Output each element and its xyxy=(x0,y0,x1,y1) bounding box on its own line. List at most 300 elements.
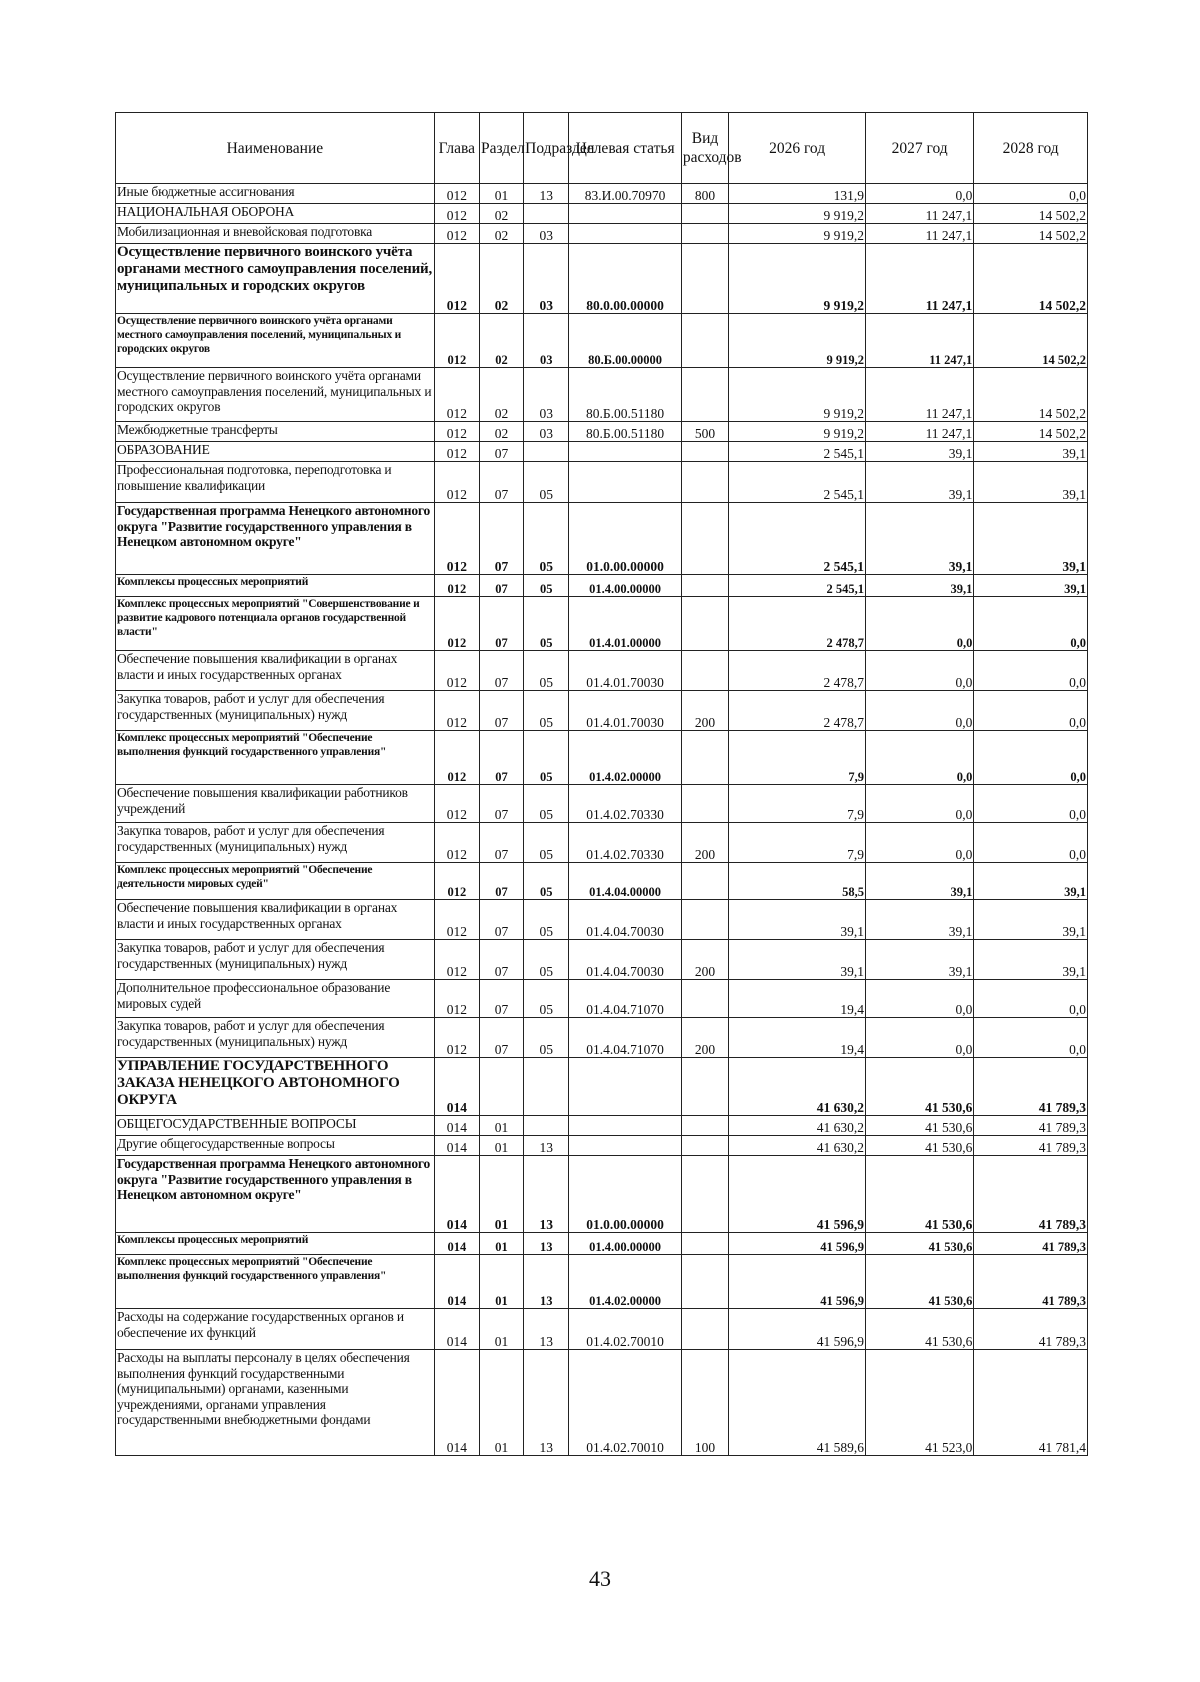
cell-2028: 14 502,2 xyxy=(974,224,1088,244)
cell-razdel: 07 xyxy=(479,940,523,980)
cell-vid xyxy=(681,785,728,823)
table-row xyxy=(116,244,1088,314)
cell-podrazdel: 05 xyxy=(524,940,569,980)
cell-2026: 7,9 xyxy=(729,785,866,823)
cell-2026: 2 478,7 xyxy=(729,597,866,651)
cell-glava: 012 xyxy=(434,691,479,731)
cell-name: Расходы на содержание государственных органов и обеспечение их функций xyxy=(116,1309,435,1350)
cell-vid: 800 xyxy=(681,184,728,204)
cell-tselevaya: 80.Б.00.00000 xyxy=(569,314,682,368)
cell-razdel: 01 xyxy=(479,1233,523,1255)
cell-tselevaya: 01.4.01.70030 xyxy=(569,651,682,691)
header-glava: Глава xyxy=(434,113,479,184)
budget-table xyxy=(115,112,1088,1456)
cell-podrazdel: 05 xyxy=(524,575,569,597)
cell-razdel: 07 xyxy=(479,503,523,575)
cell-2028: 0,0 xyxy=(974,184,1088,204)
cell-2026: 58,5 xyxy=(729,863,866,900)
cell-razdel: 07 xyxy=(479,823,523,863)
cell-glava: 014 xyxy=(434,1255,479,1309)
cell-glava: 012 xyxy=(434,503,479,575)
cell-vid xyxy=(681,442,728,462)
cell-glava: 012 xyxy=(434,940,479,980)
cell-2027: 41 530,6 xyxy=(865,1116,973,1136)
cell-name: УПРАВЛЕНИЕ ГОСУДАРСТВЕННОГО ЗАКАЗА НЕНЕЦКОГО АВТОНОМНОГО ОКРУГА xyxy=(116,1058,435,1116)
cell-2028: 41 789,3 xyxy=(974,1156,1088,1233)
table-row xyxy=(116,980,1088,1018)
cell-name: Закупка товаров, работ и услуг для обеспечения государственных (муниципальных) нужд xyxy=(116,823,435,863)
cell-razdel: 01 xyxy=(479,1156,523,1233)
cell-tselevaya xyxy=(569,1058,682,1116)
cell-tselevaya xyxy=(569,224,682,244)
cell-glava: 012 xyxy=(434,224,479,244)
header-tselevaya: Целевая статья xyxy=(569,113,682,184)
cell-vid xyxy=(681,651,728,691)
cell-2026: 2 545,1 xyxy=(729,442,866,462)
cell-2027: 11 247,1 xyxy=(865,422,973,442)
cell-name: Межбюджетные трансферты xyxy=(116,422,435,442)
table-row xyxy=(116,224,1088,244)
cell-2027: 0,0 xyxy=(865,597,973,651)
table-row xyxy=(116,940,1088,980)
cell-razdel: 02 xyxy=(479,368,523,422)
cell-glava: 012 xyxy=(434,900,479,940)
cell-2027: 41 530,6 xyxy=(865,1309,973,1350)
header-razdel: Раздел xyxy=(479,113,523,184)
cell-razdel: 07 xyxy=(479,691,523,731)
cell-podrazdel: 13 xyxy=(524,1350,569,1456)
cell-2028: 41 781,4 xyxy=(974,1350,1088,1456)
header-2028: 2028 год xyxy=(974,113,1088,184)
cell-name: Расходы на выплаты персоналу в целях обеспечения выполнения функций государственными (муниципальными) органами, казенными учреждениями, органами управления государственными внебюджетными фондами xyxy=(116,1350,435,1456)
table-row xyxy=(116,1309,1088,1350)
cell-2028: 0,0 xyxy=(974,823,1088,863)
cell-podrazdel: 13 xyxy=(524,1309,569,1350)
cell-podrazdel: 05 xyxy=(524,1018,569,1058)
cell-2026: 2 478,7 xyxy=(729,651,866,691)
cell-podrazdel xyxy=(524,204,569,224)
cell-2027: 41 530,6 xyxy=(865,1233,973,1255)
cell-razdel: 01 xyxy=(479,1309,523,1350)
cell-podrazdel: 05 xyxy=(524,980,569,1018)
cell-podrazdel xyxy=(524,442,569,462)
cell-2026: 39,1 xyxy=(729,940,866,980)
cell-podrazdel xyxy=(524,1116,569,1136)
cell-2026: 9 919,2 xyxy=(729,368,866,422)
cell-2026: 2 478,7 xyxy=(729,691,866,731)
cell-tselevaya: 01.4.04.00000 xyxy=(569,863,682,900)
cell-razdel: 01 xyxy=(479,1255,523,1309)
cell-2027: 39,1 xyxy=(865,900,973,940)
cell-vid xyxy=(681,575,728,597)
cell-name: Иные бюджетные ассигнования xyxy=(116,184,435,204)
cell-podrazdel: 13 xyxy=(524,1233,569,1255)
cell-razdel xyxy=(479,1058,523,1116)
cell-2026: 41 630,2 xyxy=(729,1058,866,1116)
cell-vid: 100 xyxy=(681,1350,728,1456)
cell-razdel: 01 xyxy=(479,1350,523,1456)
cell-tselevaya xyxy=(569,1116,682,1136)
cell-vid xyxy=(681,244,728,314)
cell-razdel: 01 xyxy=(479,184,523,204)
cell-glava: 012 xyxy=(434,442,479,462)
cell-2028: 39,1 xyxy=(974,940,1088,980)
cell-podrazdel: 05 xyxy=(524,691,569,731)
cell-podrazdel: 05 xyxy=(524,863,569,900)
cell-name: Комплекс процессных мероприятий "Обеспечение выполнения функций государственного управления" xyxy=(116,731,435,785)
table-body xyxy=(116,184,1088,1456)
header-vid: Вид расходов xyxy=(681,113,728,184)
cell-razdel: 07 xyxy=(479,900,523,940)
cell-podrazdel: 03 xyxy=(524,368,569,422)
cell-razdel: 02 xyxy=(479,224,523,244)
cell-2028: 41 789,3 xyxy=(974,1116,1088,1136)
cell-razdel: 02 xyxy=(479,422,523,442)
cell-vid: 200 xyxy=(681,940,728,980)
cell-vid xyxy=(681,597,728,651)
cell-2027: 11 247,1 xyxy=(865,368,973,422)
cell-2026: 9 919,2 xyxy=(729,244,866,314)
cell-2026: 41 630,2 xyxy=(729,1116,866,1136)
cell-2027: 41 523,0 xyxy=(865,1350,973,1456)
cell-glava: 014 xyxy=(434,1156,479,1233)
cell-vid xyxy=(681,1233,728,1255)
cell-2027: 41 530,6 xyxy=(865,1255,973,1309)
cell-name: Осуществление первичного воинского учёта органами местного самоуправления поселений, муниципальных и городских округов xyxy=(116,244,435,314)
cell-name: ОБРАЗОВАНИЕ xyxy=(116,442,435,462)
table-row xyxy=(116,1255,1088,1309)
cell-glava: 014 xyxy=(434,1116,479,1136)
table-row xyxy=(116,863,1088,900)
cell-glava: 012 xyxy=(434,462,479,503)
cell-podrazdel: 05 xyxy=(524,823,569,863)
cell-2027: 39,1 xyxy=(865,575,973,597)
table-row xyxy=(116,1018,1088,1058)
cell-vid xyxy=(681,204,728,224)
cell-tselevaya: 01.4.01.00000 xyxy=(569,597,682,651)
cell-vid xyxy=(681,1136,728,1156)
cell-podrazdel: 03 xyxy=(524,422,569,442)
cell-name: Обеспечение повышения квалификации в органах власти и иных государственных органах xyxy=(116,651,435,691)
cell-2028: 0,0 xyxy=(974,785,1088,823)
cell-glava: 012 xyxy=(434,980,479,1018)
cell-glava: 012 xyxy=(434,731,479,785)
cell-tselevaya: 01.4.02.70330 xyxy=(569,785,682,823)
cell-2026: 41 596,9 xyxy=(729,1255,866,1309)
cell-2026: 7,9 xyxy=(729,823,866,863)
cell-2027: 39,1 xyxy=(865,503,973,575)
cell-vid xyxy=(681,980,728,1018)
cell-glava: 012 xyxy=(434,597,479,651)
table-row xyxy=(116,204,1088,224)
header-2026: 2026 год xyxy=(729,113,866,184)
cell-name: Осуществление первичного воинского учёта органами местного самоуправления поселений, муниципальных и городских округов xyxy=(116,314,435,368)
cell-tselevaya: 01.4.02.70330 xyxy=(569,823,682,863)
cell-name: Комплекс процессных мероприятий "Обеспечение выполнения функций государственного управления" xyxy=(116,1255,435,1309)
cell-tselevaya xyxy=(569,204,682,224)
cell-name: Комплекс процессных мероприятий "Обеспечение деятельности мировых судей" xyxy=(116,863,435,900)
cell-razdel: 07 xyxy=(479,575,523,597)
cell-name: Дополнительное профессиональное образование мировых судей xyxy=(116,980,435,1018)
cell-glava: 014 xyxy=(434,1233,479,1255)
cell-razdel: 07 xyxy=(479,651,523,691)
cell-2028: 14 502,2 xyxy=(974,368,1088,422)
cell-2028: 39,1 xyxy=(974,575,1088,597)
cell-glava: 012 xyxy=(434,184,479,204)
cell-tselevaya: 01.4.02.00000 xyxy=(569,731,682,785)
table-row xyxy=(116,1233,1088,1255)
cell-name: Обеспечение повышения квалификации в органах власти и иных государственных органах xyxy=(116,900,435,940)
table-row xyxy=(116,785,1088,823)
table-row xyxy=(116,651,1088,691)
cell-razdel: 07 xyxy=(479,863,523,900)
cell-podrazdel: 05 xyxy=(524,731,569,785)
header-podrazdel: Подраздел xyxy=(524,113,569,184)
cell-tselevaya: 80.Б.00.51180 xyxy=(569,368,682,422)
cell-podrazdel: 03 xyxy=(524,314,569,368)
cell-2028: 39,1 xyxy=(974,442,1088,462)
cell-2026: 9 919,2 xyxy=(729,204,866,224)
cell-glava: 014 xyxy=(434,1350,479,1456)
cell-2026: 41 630,2 xyxy=(729,1136,866,1156)
cell-tselevaya: 01.4.04.71070 xyxy=(569,980,682,1018)
cell-2028: 41 789,3 xyxy=(974,1233,1088,1255)
table-row xyxy=(116,691,1088,731)
cell-2027: 0,0 xyxy=(865,651,973,691)
cell-tselevaya: 01.4.02.70010 xyxy=(569,1350,682,1456)
cell-2026: 41 596,9 xyxy=(729,1233,866,1255)
cell-2027: 41 530,6 xyxy=(865,1156,973,1233)
cell-podrazdel: 05 xyxy=(524,462,569,503)
cell-vid: 200 xyxy=(681,691,728,731)
cell-vid xyxy=(681,462,728,503)
cell-2027: 39,1 xyxy=(865,940,973,980)
cell-2026: 41 596,9 xyxy=(729,1309,866,1350)
table-row xyxy=(116,368,1088,422)
table-row xyxy=(116,314,1088,368)
cell-name: Комплекс процессных мероприятий "Совершенствование и развитие кадрового потенциала органов государственной власти" xyxy=(116,597,435,651)
cell-name: Профессиональная подготовка, переподготовка и повышение квалификации xyxy=(116,462,435,503)
cell-tselevaya: 01.4.00.00000 xyxy=(569,1233,682,1255)
cell-2026: 2 545,1 xyxy=(729,503,866,575)
cell-tselevaya: 01.4.02.00000 xyxy=(569,1255,682,1309)
cell-name: Мобилизационная и вневойсковая подготовка xyxy=(116,224,435,244)
cell-glava: 014 xyxy=(434,1058,479,1116)
cell-2027: 0,0 xyxy=(865,785,973,823)
cell-vid xyxy=(681,1116,728,1136)
cell-name: Комплексы процессных мероприятий xyxy=(116,1233,435,1255)
cell-razdel: 07 xyxy=(479,442,523,462)
cell-vid: 200 xyxy=(681,1018,728,1058)
cell-vid xyxy=(681,1156,728,1233)
cell-tselevaya: 01.4.04.70030 xyxy=(569,900,682,940)
cell-2026: 39,1 xyxy=(729,900,866,940)
cell-glava: 012 xyxy=(434,823,479,863)
cell-name: Комплексы процессных мероприятий xyxy=(116,575,435,597)
cell-tselevaya: 01.0.00.00000 xyxy=(569,503,682,575)
cell-2027: 11 247,1 xyxy=(865,224,973,244)
cell-2028: 39,1 xyxy=(974,503,1088,575)
header-name: Наименование xyxy=(116,113,435,184)
cell-podrazdel: 13 xyxy=(524,1136,569,1156)
cell-2027: 11 247,1 xyxy=(865,204,973,224)
cell-vid: 500 xyxy=(681,422,728,442)
cell-podrazdel: 05 xyxy=(524,651,569,691)
cell-2028: 0,0 xyxy=(974,691,1088,731)
table-row xyxy=(116,1350,1088,1456)
cell-glava: 012 xyxy=(434,651,479,691)
cell-name: НАЦИОНАЛЬНАЯ ОБОРОНА xyxy=(116,204,435,224)
cell-vid xyxy=(681,1255,728,1309)
cell-2027: 39,1 xyxy=(865,442,973,462)
cell-name: Государственная программа Ненецкого автономного округа "Развитие государственного управления в Ненецком автономном округе" xyxy=(116,1156,435,1233)
cell-2028: 14 502,2 xyxy=(974,314,1088,368)
cell-2028: 41 789,3 xyxy=(974,1309,1088,1350)
page-number: 43 xyxy=(589,1566,611,1591)
cell-2026: 9 919,2 xyxy=(729,314,866,368)
cell-razdel: 07 xyxy=(479,731,523,785)
cell-tselevaya: 01.4.01.70030 xyxy=(569,691,682,731)
cell-name: Закупка товаров, работ и услуг для обеспечения государственных (муниципальных) нужд xyxy=(116,691,435,731)
table-row xyxy=(116,1116,1088,1136)
cell-podrazdel: 05 xyxy=(524,900,569,940)
cell-glava: 012 xyxy=(434,204,479,224)
cell-2026: 2 545,1 xyxy=(729,462,866,503)
cell-2026: 19,4 xyxy=(729,1018,866,1058)
cell-glava: 012 xyxy=(434,368,479,422)
cell-razdel: 01 xyxy=(479,1136,523,1156)
cell-vid xyxy=(681,314,728,368)
cell-tselevaya: 80.Б.00.51180 xyxy=(569,422,682,442)
cell-2027: 0,0 xyxy=(865,731,973,785)
table-row xyxy=(116,422,1088,442)
cell-2028: 39,1 xyxy=(974,900,1088,940)
cell-2027: 41 530,6 xyxy=(865,1058,973,1116)
cell-podrazdel: 05 xyxy=(524,785,569,823)
cell-2026: 7,9 xyxy=(729,731,866,785)
cell-2026: 41 589,6 xyxy=(729,1350,866,1456)
cell-podrazdel: 13 xyxy=(524,1255,569,1309)
cell-2027: 39,1 xyxy=(865,863,973,900)
cell-name: ОБЩЕГОСУДАРСТВЕННЫЕ ВОПРОСЫ xyxy=(116,1116,435,1136)
cell-tselevaya: 01.4.04.71070 xyxy=(569,1018,682,1058)
cell-glava: 012 xyxy=(434,1018,479,1058)
cell-2026: 2 545,1 xyxy=(729,575,866,597)
cell-2028: 41 789,3 xyxy=(974,1136,1088,1156)
cell-tselevaya: 80.0.00.00000 xyxy=(569,244,682,314)
cell-glava: 012 xyxy=(434,244,479,314)
table-row xyxy=(116,900,1088,940)
cell-podrazdel: 13 xyxy=(524,1156,569,1233)
cell-name: Обеспечение повышения квалификации работников учреждений xyxy=(116,785,435,823)
cell-name: Государственная программа Ненецкого автономного округа "Развитие государственного управления в Ненецком автономном округе" xyxy=(116,503,435,575)
budget-page xyxy=(115,112,1088,1456)
cell-2027: 11 247,1 xyxy=(865,244,973,314)
cell-2026: 9 919,2 xyxy=(729,224,866,244)
cell-name: Осуществление первичного воинского учёта органами местного самоуправления поселений, муниципальных и городских округов xyxy=(116,368,435,422)
cell-tselevaya: 01.4.00.00000 xyxy=(569,575,682,597)
cell-2027: 41 530,6 xyxy=(865,1136,973,1156)
cell-razdel: 01 xyxy=(479,1116,523,1136)
cell-vid xyxy=(681,1309,728,1350)
cell-2027: 11 247,1 xyxy=(865,314,973,368)
cell-2026: 41 596,9 xyxy=(729,1156,866,1233)
cell-glava: 012 xyxy=(434,314,479,368)
header-row xyxy=(116,113,1088,184)
table-row xyxy=(116,823,1088,863)
table-row xyxy=(116,184,1088,204)
cell-2028: 39,1 xyxy=(974,863,1088,900)
cell-razdel: 07 xyxy=(479,462,523,503)
table-row xyxy=(116,1156,1088,1233)
cell-tselevaya: 01.4.02.70010 xyxy=(569,1309,682,1350)
cell-2028: 41 789,3 xyxy=(974,1255,1088,1309)
cell-glava: 014 xyxy=(434,1136,479,1156)
cell-2028: 14 502,2 xyxy=(974,422,1088,442)
cell-2028: 0,0 xyxy=(974,980,1088,1018)
table-row xyxy=(116,442,1088,462)
cell-2028: 0,0 xyxy=(974,1018,1088,1058)
cell-name: Другие общегосударственные вопросы xyxy=(116,1136,435,1156)
table-row xyxy=(116,731,1088,785)
cell-glava: 012 xyxy=(434,863,479,900)
cell-2026: 131,9 xyxy=(729,184,866,204)
cell-2027: 0,0 xyxy=(865,823,973,863)
cell-razdel: 07 xyxy=(479,597,523,651)
cell-tselevaya: 83.И.00.70970 xyxy=(569,184,682,204)
cell-vid xyxy=(681,731,728,785)
cell-podrazdel xyxy=(524,1058,569,1116)
cell-2028: 14 502,2 xyxy=(974,204,1088,224)
cell-tselevaya: 01.4.04.70030 xyxy=(569,940,682,980)
cell-2028: 14 502,2 xyxy=(974,244,1088,314)
table-row xyxy=(116,462,1088,503)
cell-vid xyxy=(681,863,728,900)
cell-razdel: 07 xyxy=(479,785,523,823)
cell-podrazdel: 03 xyxy=(524,224,569,244)
cell-glava: 014 xyxy=(434,1309,479,1350)
cell-vid xyxy=(681,224,728,244)
cell-2026: 19,4 xyxy=(729,980,866,1018)
cell-razdel: 02 xyxy=(479,244,523,314)
cell-razdel: 07 xyxy=(479,980,523,1018)
cell-2028: 39,1 xyxy=(974,462,1088,503)
cell-2028: 41 789,3 xyxy=(974,1058,1088,1116)
cell-podrazdel: 03 xyxy=(524,244,569,314)
table-row xyxy=(116,1058,1088,1116)
cell-tselevaya: 01.0.00.00000 xyxy=(569,1156,682,1233)
cell-2026: 9 919,2 xyxy=(729,422,866,442)
cell-2028: 0,0 xyxy=(974,651,1088,691)
cell-vid xyxy=(681,503,728,575)
cell-2027: 0,0 xyxy=(865,184,973,204)
cell-2027: 39,1 xyxy=(865,462,973,503)
cell-2027: 0,0 xyxy=(865,1018,973,1058)
cell-vid xyxy=(681,900,728,940)
cell-vid xyxy=(681,1058,728,1116)
cell-razdel: 02 xyxy=(479,314,523,368)
cell-2027: 0,0 xyxy=(865,980,973,1018)
cell-2028: 0,0 xyxy=(974,597,1088,651)
cell-razdel: 02 xyxy=(479,204,523,224)
cell-glava: 012 xyxy=(434,422,479,442)
cell-glava: 012 xyxy=(434,575,479,597)
table-row xyxy=(116,597,1088,651)
cell-name: Закупка товаров, работ и услуг для обеспечения государственных (муниципальных) нужд xyxy=(116,940,435,980)
cell-vid xyxy=(681,368,728,422)
cell-glava: 012 xyxy=(434,785,479,823)
cell-tselevaya xyxy=(569,462,682,503)
